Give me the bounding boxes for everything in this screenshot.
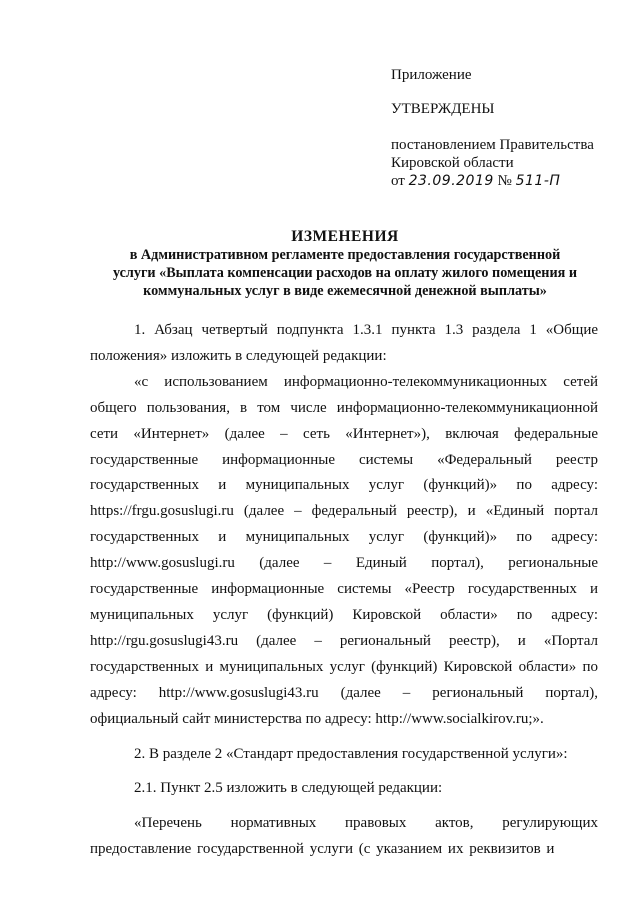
- approval-block: [391, 66, 631, 190]
- title-subtitle-line-1: в Административном регламенте предоставления государственной: [129, 247, 561, 263]
- paragraph-5: «Перечень нормативных правовых актов, регулирующих предоставление государственной услуги (с указанием их реквизитов и: [90, 815, 598, 858]
- from-label: от: [391, 173, 405, 189]
- handwritten-number: 511-П: [515, 173, 561, 189]
- decree-line-2: Кировской области: [391, 155, 514, 171]
- title-subtitle-line-3: коммунальных услуг в виде ежемесячной денежной выплаты»: [143, 283, 547, 299]
- appendix-label: Приложение: [391, 67, 472, 83]
- title-subtitle-line-2: услуги «Выплата компенсации расходов на оплату жилого помещения и: [112, 265, 578, 281]
- decree-line-1: постановлением Правительства: [391, 137, 594, 153]
- paragraph-3: 2. В разделе 2 «Стандарт предоставления государственной услуги»:: [134, 745, 568, 762]
- paragraph-4: 2.1. Пункт 2.5 изложить в следующей редакции:: [134, 780, 443, 797]
- paragraph-1: 1. Абзац четвертый подпункта 1.3.1 пункта 1.3 раздела 1 «Общие положения» изложить в следующей редакции:: [90, 322, 598, 364]
- document-body: [90, 318, 598, 863]
- handwritten-date: 23.09.2019: [408, 173, 494, 189]
- approved-label: УТВЕРЖДЕНЫ: [391, 101, 495, 117]
- number-label: №: [497, 173, 512, 189]
- decree-date-number: [391, 172, 631, 190]
- paragraph-2: «с использованием информационно-телекоммуникационных сетей общего пользования, в том числе информационно-телекоммуникационной сети «Интернет» (далее – сеть «Интернет»), включая федеральные государственные информационные системы «Федеральный реестр государственных и муниципальных услуг (функций)» по адресу: https://frgu.gosuslugi.ru (далее – федеральный реестр), и «Единый портал государственных и муниципальных услуг (функций)» по адресу: http://www.gosuslugi.ru (далее – Единый портал), региональные государственные информационные системы «Реестр государственных и муниципальных услуг (функций) Кировской области» по адресу: http://rgu.gosuslugi43.ru (далее – региональный реестр), и «Портал государственных и муниципальных услуг (функций) Кировской области» по адресу: http://www.gosuslugi43.ru (далее – региональный портал), официальный сайт министерства по адресу: http://www.socialkirov.ru;».: [90, 373, 598, 727]
- document-title: [90, 228, 600, 300]
- title-heading: ИЗМЕНЕНИЯ: [291, 228, 399, 245]
